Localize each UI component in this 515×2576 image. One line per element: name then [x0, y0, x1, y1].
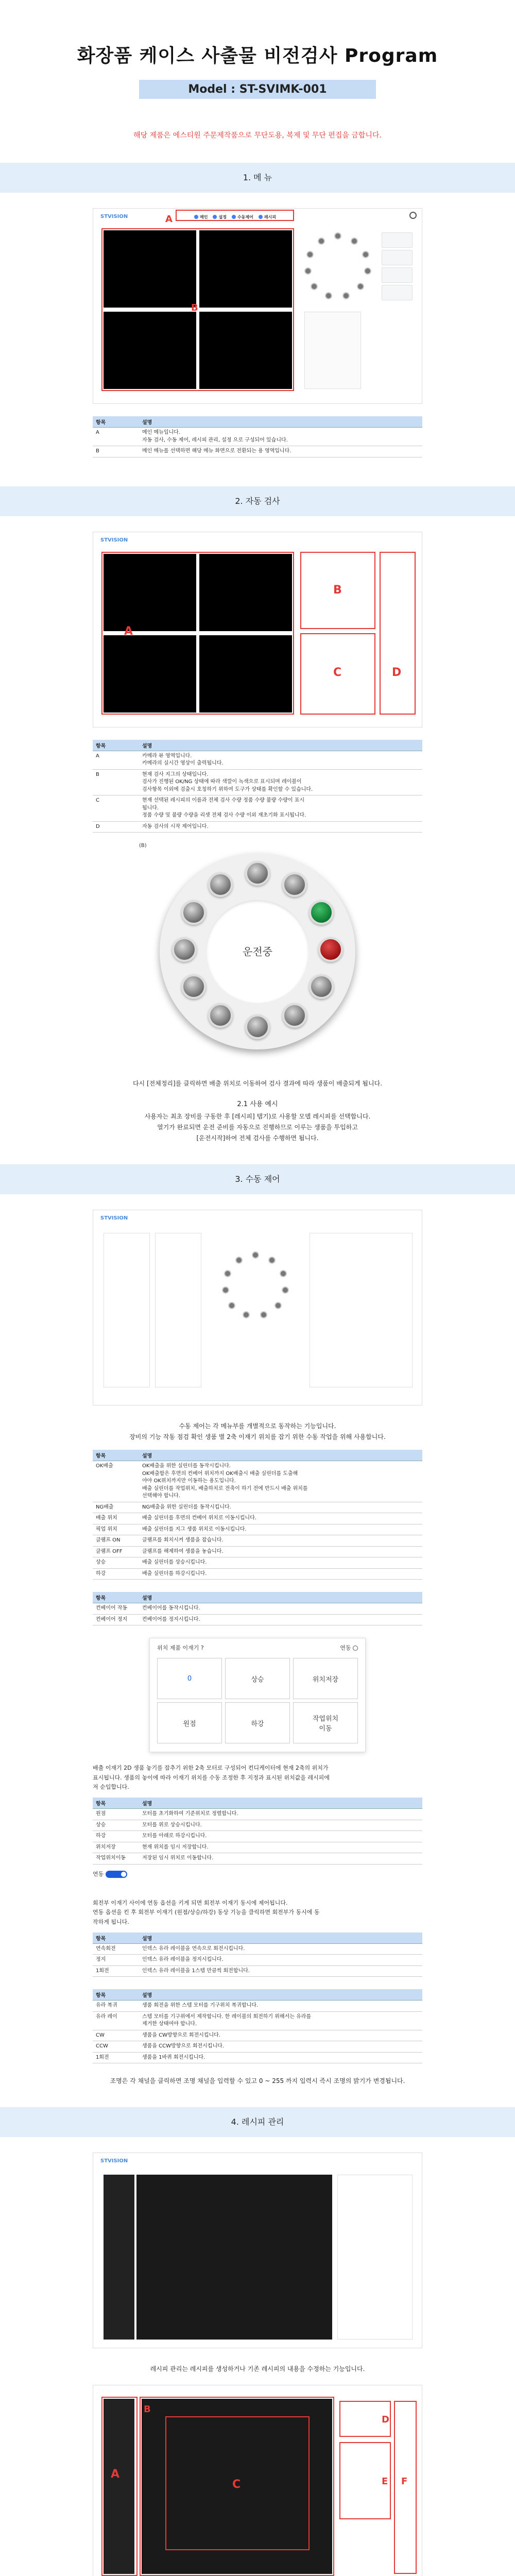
table-cell-item: 1회전 [93, 1965, 139, 1977]
section-4-header: 4. 레시피 관리 [0, 2107, 515, 2137]
label-a: A [111, 2468, 120, 2481]
table-cell-item: CW [93, 2030, 139, 2041]
menu-screenshot [93, 208, 422, 404]
table-row [93, 821, 422, 833]
label-b: B [144, 2404, 151, 2415]
table-row [93, 1820, 422, 1831]
manual-table-4: 항목 설명 연속회전 인덱스 유라 레이블을 연속으로 회전시킵니다. 정지 인덱스 유라 레이블을 정지시킵니다. 1회전 인덱스 유라 레이블을 1스텝 만큼씩 회전합니다. [93, 1933, 422, 1977]
manual-intro: 수동 제어는 각 메뉴부를 개별적으로 동작하는 기능입니다. 장비의 기능 작동 점검 확인 생품 별 2축 이재기 위치를 잡기 위한 수동 작업을 위해 사용합니다. [129, 1422, 386, 1440]
table-cell-item: 픽업 위치 [93, 1524, 139, 1535]
table-row [93, 1614, 422, 1625]
page-title: 화장품 케이스 사출물 비전검사 Program [77, 45, 438, 66]
table-row [93, 769, 422, 795]
tab-manual[interactable]: 수동제어 [232, 214, 253, 220]
table-row [93, 1461, 422, 1502]
table-row [93, 1955, 422, 1966]
table-cell-desc: 메인 메뉴를 선택하면 해당 메뉴 화면으로 전환되는 용 영역입니다. [139, 446, 422, 457]
mini-index-wheel [304, 232, 371, 299]
side-button-1[interactable] [382, 232, 413, 248]
table-row [93, 2041, 422, 2053]
table-row [93, 1603, 422, 1615]
table-cell-desc: 현재 검사 지그의 상태입니다. 검사가 진행된 OK/NG 상태에 따라 색깔이 녹색으로 표시되며 레이블이 검사항목 이외에 검출시 호칭하기 위하여 도구가 상태를 확인할 수 있습니다. [139, 769, 422, 795]
section-3-header: 3. 수동 제어 [0, 1164, 515, 1194]
table-row [93, 1809, 422, 1820]
ok-cup [309, 900, 334, 925]
table-cell-desc: 배출 실린더를 후면의 컨베어 위치로 이동시킵니다. [139, 1513, 422, 1524]
table-cell-item: 하강 [93, 1568, 139, 1580]
table-row [93, 1842, 422, 1853]
recipe-intro: 레시피 관리는 레시피를 생성하거나 기존 레시피의 내용을 수정하는 기능입니다. [150, 2365, 365, 2373]
table-cell-item: D [93, 821, 139, 833]
manual-table-1: 항목 설명 OK배출 OK배출을 위한 실린더를 동작시킵니다. OK배출함은 후면의 컨베어 위치까지 OK배출시 배출 실린더를 도출해 야야 OK위치까지만 이동하는 용도입니다. 배출 실린더를 작업위치, 배출하치로 전축이 하기 전에 반드시 배출 위치를 선택해야 합니다. NG배출 NG배출을 위한 실린더를 동작시킵니다. 배출 위치 배출 실린더를 후면의 컨베어 위치로 이동시킵니다. 픽업 위치 배출 실린더를 지그 생품 위치로 이동시킵니다. 클램프 ON 클램프를 회치시켜 생품을 잡습니다. 클램프 OFF 클램프를 해제하여 생품을 놓습니다. 상승 배출 실린더를 상승시킵니다. 하강 배출 실린더를 하강시킵니다. [93, 1450, 422, 1580]
tab-recipe[interactable]: 레시피 [259, 214, 276, 220]
table-row [93, 1853, 422, 1865]
table-cell-desc: 메인 메뉴입니다. 자동 검사, 수동 제어, 레시피 관리, 설정 으로 구성되어 있습니다. [139, 428, 422, 446]
down-button[interactable]: 하강 [225, 1702, 290, 1743]
tab-settings[interactable]: 설정 [213, 214, 226, 220]
table-cell-item: C [93, 795, 139, 822]
table-cell-item: 클램프 OFF [93, 1546, 139, 1557]
auto-inspection-screenshot: STVISION A B C D [93, 532, 422, 727]
label-b: B [333, 583, 342, 597]
move-work-position-button[interactable]: 작업위치 이동 [293, 1702, 358, 1743]
label-d: D [392, 666, 402, 679]
manual-table-2: 항목 설명 컨베이어 작동 컨베이어를 동작시킵니다. 컨베이어 정지 컨베이어를 정지시킵니다. [93, 1592, 422, 1625]
usage-title: 2.1 사용 예시 [237, 1100, 278, 1108]
table-cell-item: A [93, 428, 139, 446]
after-wheel-text: 다시 [전체정리]를 클릭하면 배출 위치로 이동하여 검사 결과에 따라 생품이 배출되게 됩니다. [132, 1080, 383, 1087]
table-cell-desc: 모터를 초기화하여 기준위치로 정렬합니다. [139, 1809, 422, 1820]
wheel-status: 운전중 [206, 900, 309, 1003]
table-row [93, 1965, 422, 1977]
table-cell-desc: 모터를 아래로 하강시킵니다. [139, 1831, 422, 1842]
table-cell-desc: 스텝 모터를 기구위에서 제작합니다. 한 레이블의 회전하기 위해서는 유라를 제거한 상태여야 합니다. [139, 2011, 422, 2030]
table-cell-item: 연속회전 [93, 1943, 139, 1955]
link-toggle[interactable]: 연동 [340, 1643, 358, 1652]
manual-control-screenshot: STVISION [93, 1210, 422, 1405]
table-cell-desc: 생품 회전을 위한 스텝 모터를 기구위치 복귀합니다. [139, 2001, 422, 2012]
table-cell-item: 작업위치이동 [93, 1853, 139, 1865]
table-row [93, 2011, 422, 2030]
table-row [93, 1524, 422, 1535]
copyright-notice: 해당 제품은 에스티원 주문제작품으로 무단도용, 복제 및 무단 편집을 금합니다. [133, 131, 382, 140]
table-cell-item: B [93, 446, 139, 457]
recipe-screenshot-2 [93, 2385, 422, 2576]
table-row [93, 1535, 422, 1547]
table-cell-item: CCW [93, 2041, 139, 2053]
table-row [93, 2030, 422, 2041]
label-c: C [232, 2478, 241, 2492]
recipe-screenshot-1: STVISION [93, 2153, 422, 2348]
save-position-button[interactable]: 위치저장 [293, 1658, 358, 1699]
link-toggle-sample[interactable]: 연동 [93, 1870, 515, 1878]
section-2-header: 2. 자동 검사 [0, 486, 515, 516]
table-cell-desc: 인덱스 유라 레이블을 정지시킵니다. [139, 1955, 422, 1966]
side-button-4[interactable] [382, 285, 413, 300]
transfer-dialog [149, 1638, 366, 1752]
table-cell-item: B [93, 769, 139, 795]
table-cell-item: 배출 위치 [93, 1513, 139, 1524]
table-cell-item: 컨베이어 정지 [93, 1614, 139, 1625]
table-cell-item: 하강 [93, 1831, 139, 1842]
table-cell-item: 상승 [93, 1820, 139, 1831]
table-cell-item: 위치저장 [93, 1842, 139, 1853]
table-cell-item: 클램프 ON [93, 1535, 139, 1547]
table-cell-item: 유라 복귀 [93, 2001, 139, 2012]
table-row [93, 1546, 422, 1557]
label-a: A [165, 214, 173, 225]
table-row [93, 751, 422, 769]
table-cell-item: NG배출 [93, 1502, 139, 1513]
label-c: C [333, 666, 342, 679]
table-cell-desc: 배출 실린더를 지그 생품 위치로 이동시킵니다. [139, 1524, 422, 1535]
manual-table-3: 항목 설명 원점 모터를 초기화하여 기준위치로 정렬합니다. 상승 모터를 위로 상승시킵니다. 하강 모터를 아래로 하강시킵니다. 위치저장 현재 위치를 임시 저장합니다. 작업위치이동 저장된 임시 위치로 이동합니다. [93, 1798, 422, 1865]
app-logo: STVISION [100, 214, 128, 219]
table-row [93, 428, 422, 446]
label-box-a [176, 210, 294, 221]
dialog-title: 위치 제품 이재기 ? [157, 1645, 204, 1651]
section-1-header: 1. 메 뉴 [0, 163, 515, 193]
table-cell-desc: 현재 위치를 임시 저장합니다. [139, 1842, 422, 1853]
power-icon[interactable] [409, 212, 417, 219]
table-cell-desc: 저장된 임시 위치로 이동합니다. [139, 1853, 422, 1865]
link-desc: 회전부 이재기 사이에 연동 옵션을 키게 되면 회전부 이재기 동시에 제어됩니다. 연동 옵션을 킨 후 회전부 이재기 (원점/상승/하강) 동상 기능을 클릭하면 회전부가 동시에 동 작하게 됩니다. [93, 1899, 320, 1925]
manual-table-5: 항목 설명 유라 복귀 생품 회전을 위한 스텝 모터를 기구위치 복귀합니다. 유라 레이 스텝 모터를 기구위에서 제작합니다. 한 레이블의 회전하기 위해서는 유라를 제거한 상태여야 합니다. CW 생품을 CW방향으로 회전시킵니다. CCW 생품을 CCW방향으로 회전시킵니다. 1회전 생품을 1바퀴 회전시킵니다. [93, 1989, 422, 2063]
label-f: F [401, 2476, 408, 2487]
side-button-3[interactable] [382, 267, 413, 283]
home-button[interactable]: 원점 [157, 1702, 222, 1743]
table-cell-desc: 생품을 CW방향으로 회전시킵니다. [139, 2030, 422, 2041]
label-b: B [191, 302, 198, 313]
table-cell-item: 컨베이어 작동 [93, 1603, 139, 1615]
table-cell-item: 유라 레이 [93, 2011, 139, 2030]
table-cell-item: 원점 [93, 1809, 139, 1820]
up-button[interactable]: 상승 [225, 1658, 290, 1699]
model-banner: Model : ST-SVIMK-001 [139, 80, 376, 99]
table-row [93, 1568, 422, 1580]
auto-inspection-table: 항목 설명 A 카메라 뷰 영역입니다. 카메라의 실시간 영상이 출력됩니다. B 현재 검사 지그의 상태입니다. 검사가 진행된 OK/NG 상태에 따라 색깔이 녹색으로 표시되며 레이블이 검사항목 이외에 검출시 호칭하기 위하여 도구가 상태를 확인할 수 있습니다. C 현재 선택된 레시피의 이름과 전체 검사 수량 정품 수량 불량 수량이 표시 됩니다. 정품 수량 및 불량 수량을 리셋 전체 검사 수량 이외 재초기화 표시됩니다. D 자동 검사의 시작 제어입니다. [93, 740, 422, 833]
table-cell-desc: 생품을 CCW방향으로 회전시킵니다. [139, 2041, 422, 2053]
table-row [93, 795, 422, 822]
table-cell-desc: 자동 검사의 시작 제어입니다. [139, 821, 422, 833]
table-row [93, 446, 422, 457]
transfer-desc: 배출 이재기 2D 생품 놓기를 잡추기 위한 2축 모터로 구성되어 컨디케이터에 현재 2축의 위치가 표시됩니다. 생품의 놓이에 따라 이재기 위치를 수동 조정한 후 지정과 표시된 위치값을 레시피에 저 순입합니다. [93, 1765, 330, 1791]
table-cell-desc: 컨베이어를 동작시킵니다. [139, 1603, 422, 1615]
table-cell-desc: 카메라 뷰 영역입니다. 카메라의 실시간 영상이 출력됩니다. [139, 751, 422, 769]
table-cell-desc: OK배출을 위한 실린더를 동작시킵니다. OK배출함은 후면의 컨베어 위치까지 OK배출시 배출 실린더를 도출해 야야 OK위치까지만 이동하는 용도입니다. 배출 실린더를 작업위치, 배출하치로 전축이 하기 전에 반드시 배출 위치를 선택해야 합니다. [139, 1461, 422, 1502]
index-wheel [160, 854, 355, 1049]
table-cell-desc: 배출 실린더를 상승시킵니다. [139, 1557, 422, 1569]
label-a: A [124, 624, 133, 638]
table-row [93, 1502, 422, 1513]
side-button-2[interactable] [382, 250, 413, 265]
table-row [93, 1513, 422, 1524]
table-cell-item: 1회전 [93, 2052, 139, 2063]
lighting-desc: 조명은 각 채널을 클릭하면 조명 채널을 입력할 수 있고 0 ~ 255 까지 입력시 즉시 조명의 밝기가 변경됩니다. [110, 2077, 405, 2085]
toggle-switch[interactable] [106, 1871, 127, 1878]
table-cell-item: 상승 [93, 1557, 139, 1569]
table-row [93, 1557, 422, 1569]
table-cell-desc: 생품을 1바퀴 회전시킵니다. [139, 2052, 422, 2063]
label-e: E [382, 2476, 388, 2487]
table-cell-desc: 클램프를 해제하여 생품을 놓습니다. [139, 1546, 422, 1557]
power-icon [353, 1646, 358, 1651]
table-cell-desc: 현재 선택된 레시피의 이름과 전체 검사 수량 정품 수량 불량 수량이 표시 됩니다. 정품 수량 및 불량 수량을 리셋 전체 검사 수량 이외 재초기화 표시됩니다. [139, 795, 422, 822]
status-panel [304, 312, 361, 389]
label-d: D [382, 2414, 389, 2426]
table-row [93, 2001, 422, 2012]
table-cell-item: A [93, 751, 139, 769]
table-cell-desc: 배출 실린더를 하강시킵니다. [139, 1568, 422, 1580]
table-cell-desc: 인덱스 유라 레이블을 1스텝 만큼씩 회전합니다. [139, 1965, 422, 1977]
table-row [93, 1831, 422, 1842]
table-cell-desc: 인덱스 유라 레이블을 연속으로 회전시킵니다. [139, 1943, 422, 1955]
table-cell-desc: 클램프를 회치시켜 생품을 잡습니다. [139, 1535, 422, 1547]
table-cell-desc: NG배출을 위한 실린더를 동작시킵니다. [139, 1502, 422, 1513]
table-cell-item: OK배출 [93, 1461, 139, 1502]
table-row [93, 2052, 422, 2063]
position-readout: 0 [157, 1658, 222, 1699]
table-cell-desc: 모터를 위로 상승시킵니다. [139, 1820, 422, 1831]
ng-cup [318, 937, 343, 962]
usage-text: 사용자는 최초 장비를 구동한 후 [레시피] 탭기)로 사용할 모델 레시피를 선택합니다. 열기가 완료되면 운전 준비를 자동으로 진행하므로 이루는 생품을 투입하고 [운전시작]하여 전체 검사를 수행하면 됩니다. [144, 1113, 371, 1142]
table-cell-desc: 컨베이어를 정지시킵니다. [139, 1614, 422, 1625]
table-row [93, 1943, 422, 1955]
wheel-caption: (B) [139, 843, 147, 849]
table-cell-item: 정지 [93, 1955, 139, 1966]
menu-table: 항목 설명 A 메인 메뉴입니다. 자동 검사, 수동 제어, 레시피 관리, 설정 으로 구성되어 있습니다. B 메인 메뉴를 선택하면 해당 메뉴 화면으로 전환되는 용 영역입니다. [93, 416, 422, 457]
tab-main[interactable]: 메인 [194, 214, 208, 220]
